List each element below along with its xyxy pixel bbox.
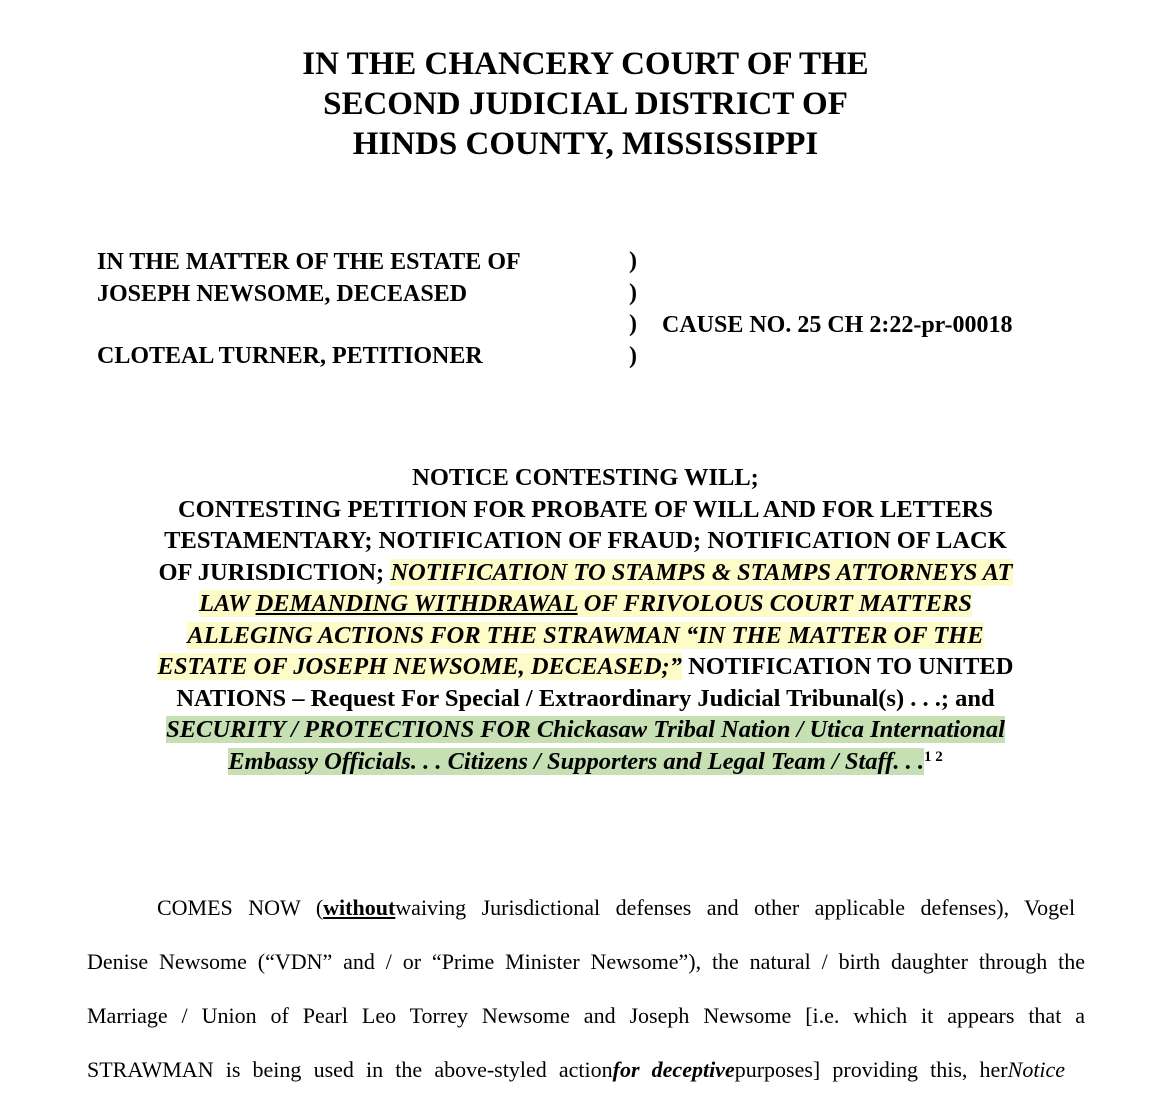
text-run: Denise Newsome (“VDN” and / or “Prime Minister Newsome”), the natural / birth daughter through the <box>87 949 1085 974</box>
highlighted-text: NOTIFICATION TO STAMPS & STAMPS ATTORNEYS AT <box>390 558 1013 586</box>
body-paragraph <box>87 881 1085 1097</box>
deceased-line: JOSEPH NEWSOME, DECEASED <box>97 281 468 307</box>
highlighted-text: ESTATE OF JOSEPH NEWSOME, DECEASED;” <box>157 653 682 680</box>
paragraph-line <box>87 989 1085 1043</box>
petitioner-line: CLOTEAL TURNER, PETITIONER <box>97 343 483 369</box>
green-highlighted-text: Embassy Officials. . . Citizens / Supporters and Legal Team / Staff. . . <box>228 747 925 775</box>
title-text: NOTIFICATION TO UNITED <box>681 653 1014 680</box>
green-highlighted-text: SECURITY / PROTECTIONS FOR Chickasaw Tribal Nation / Utica International <box>166 716 1005 743</box>
paren: ) <box>629 342 637 369</box>
court-heading-line: HINDS COUNTY, MISSISSIPPI <box>352 126 819 162</box>
text-run: COMES NOW (withoutwaiving Jurisdictional defenses and other applicable defenses), Vogel <box>157 881 1075 935</box>
court-heading <box>0 44 1171 164</box>
title-line: CONTESTING PETITION FOR PROBATE OF WILL AND FOR LETTERS <box>177 495 994 523</box>
text-run: Marriage / Union of Pearl Leo Torrey Newsome and Joseph Newsome [i.e. which it appears that a <box>87 1003 1085 1028</box>
caption-parentheses <box>629 246 637 372</box>
paren: ) <box>629 248 637 274</box>
highlighted-text: OF FRIVOLOUS COURT MATTERS <box>577 590 972 617</box>
title-line <box>60 620 1111 652</box>
title-line: NATIONS – Request For Special / Extraordinary Judicial Tribunal(s) . . .; and <box>176 684 995 712</box>
highlighted-underlined-text: DEMANDING WITHDRAWAL <box>255 590 578 617</box>
title-line: NOTICE CONTESTING WILL; <box>412 464 759 491</box>
estate-line: IN THE MATTER OF THE ESTATE OF <box>97 249 521 275</box>
title-line <box>60 557 1111 589</box>
paragraph-line <box>87 935 1085 989</box>
cause-number: CAUSE NO. 25 CH 2:22-pr-00018 <box>662 312 1013 338</box>
title-line <box>60 651 1111 683</box>
court-heading-line: IN THE CHANCERY COURT OF THE <box>302 46 869 82</box>
text-run: STRAWMAN is being used in the above-styled actionfor deceptivepurposes] providing this, herNotice <box>87 1043 1065 1097</box>
title-line <box>60 588 1111 620</box>
footnote-reference[interactable]: 1 2 <box>924 748 943 765</box>
case-caption <box>97 246 521 372</box>
emphasized-text: for deceptive <box>612 1057 735 1082</box>
paren: ) <box>629 311 637 337</box>
paren: ) <box>629 279 637 306</box>
paragraph-line <box>87 881 1085 935</box>
title-line: TESTAMENTARY; NOTIFICATION OF FRAUD; NOTIFICATION OF LACK <box>164 527 1007 554</box>
italic-text: Notice <box>1007 1057 1066 1082</box>
court-heading-line: SECOND JUDICIAL DISTRICT OF <box>323 86 848 122</box>
highlighted-text: ALLEGING ACTIONS FOR THE STRAWMAN “IN THE MATTER OF THE <box>187 621 984 649</box>
paragraph-line <box>87 1043 1085 1097</box>
title-line <box>60 714 1111 746</box>
emphasized-text: without <box>323 895 396 920</box>
title-line <box>60 746 1111 778</box>
highlighted-text: LAW <box>199 590 256 617</box>
document-title <box>60 462 1111 777</box>
title-text: OF JURISDICTION; <box>158 558 391 586</box>
